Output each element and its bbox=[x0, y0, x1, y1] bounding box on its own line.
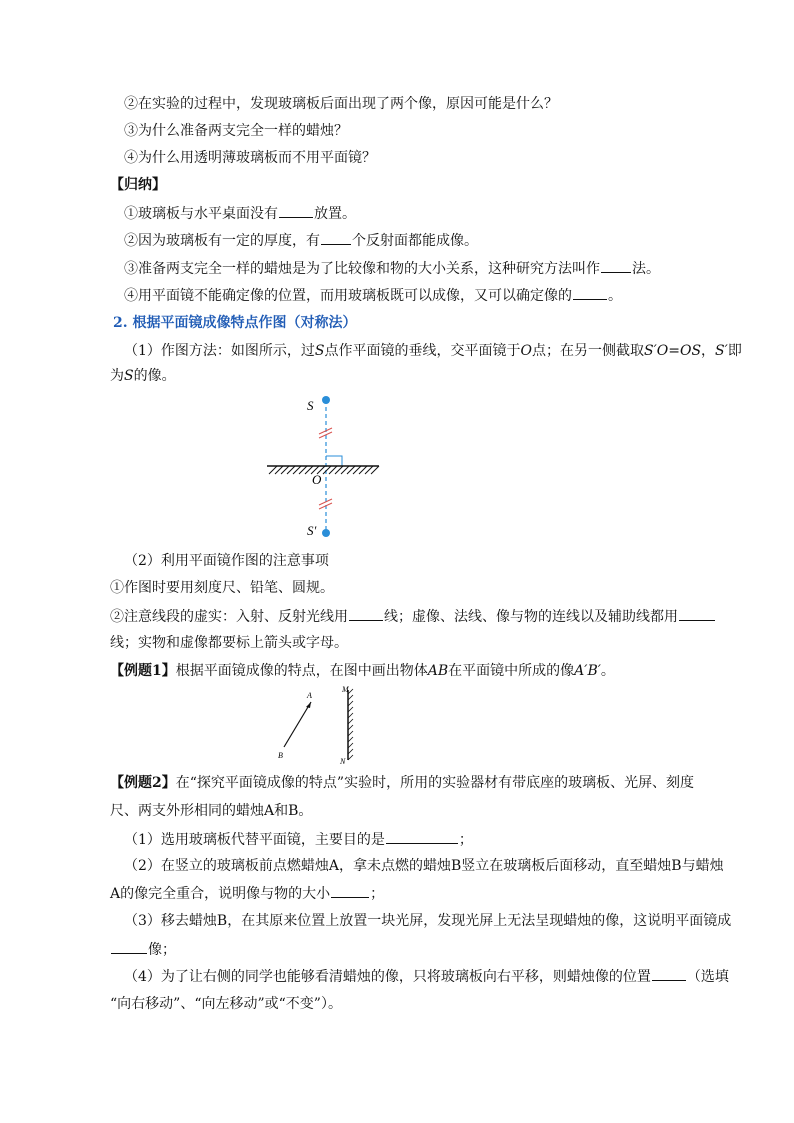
text: （选填 bbox=[686, 969, 729, 985]
text: ； bbox=[370, 886, 385, 902]
label-N: N bbox=[340, 757, 346, 766]
text: 。 bbox=[608, 288, 622, 304]
symmetry-diagram bbox=[255, 392, 390, 542]
question-3: ③为什么准备两支完全一样的蜡烛？ bbox=[124, 123, 348, 139]
text: （1）作图方法：如图所示，过 bbox=[124, 343, 315, 359]
var-O: O bbox=[520, 343, 532, 359]
example-2-q2-line-1: （2）在竖立的玻璃板前点燃蜡烛A，拿未点燃的蜡烛B竖立在玻璃板后面移动，直至蜡烛B与蜡烛 bbox=[124, 858, 724, 874]
text: 法。 bbox=[632, 261, 660, 277]
text: 的像。 bbox=[133, 368, 176, 384]
label-M: M bbox=[342, 685, 349, 694]
text: ①玻璃板与水平桌面没有 bbox=[124, 206, 278, 222]
text: 根据平面镜成像的特点，在图中画出物体 bbox=[175, 663, 428, 679]
text: ， bbox=[701, 343, 716, 359]
method-line-1 bbox=[124, 341, 742, 361]
example-2-line-2: 尺、两支外形相同的蜡烛A和B。 bbox=[110, 803, 313, 819]
blank bbox=[349, 606, 383, 621]
example-2-q3-line-1: （3）移去蜡烛B，在其原来位置上放置一块光屏，发现光屏上无法呈现蜡烛的像，这说明平面镜成 bbox=[124, 913, 732, 929]
text: ③准备两支完全一样的蜡烛是为了比较像和物的大小关系，这种研究方法叫作 bbox=[124, 261, 600, 277]
note-2 bbox=[110, 606, 716, 627]
blank bbox=[111, 939, 147, 954]
example-2-q4-line-2: “向右移动”、“向左移动”或“不变”）。 bbox=[110, 996, 342, 1012]
point-S bbox=[322, 396, 330, 404]
question-4: ④为什么用透明薄玻璃板而不用平面镜？ bbox=[124, 150, 376, 166]
arrow-head bbox=[306, 702, 311, 708]
method-line-2 bbox=[110, 366, 176, 386]
example-1-label: 【例题1】 bbox=[110, 663, 176, 679]
var-S: S bbox=[124, 368, 134, 384]
text: 个反射面都能成像。 bbox=[352, 233, 478, 249]
blank bbox=[652, 966, 686, 981]
example-2-line-1 bbox=[110, 773, 694, 793]
note-3: 线；实物和虚像都要标上箭头或字母。 bbox=[110, 635, 348, 651]
right-angle-mark bbox=[326, 456, 342, 466]
example-2-q2-line-2 bbox=[110, 883, 384, 904]
blank bbox=[601, 258, 631, 273]
question-2: ②在实验的过程中，发现玻璃板后面出现了两个像，原因可能是什么？ bbox=[124, 96, 558, 112]
note-1: ①作图时要用刻度尺、铅笔、圆规。 bbox=[110, 580, 334, 596]
label-B: B bbox=[278, 751, 283, 760]
text: ②因为玻璃板有一定的厚度，有 bbox=[124, 233, 320, 249]
summary-1 bbox=[124, 203, 356, 224]
label-O: O bbox=[312, 472, 322, 487]
text: 在平面镜中所成的像 bbox=[448, 663, 575, 679]
label-A: A bbox=[307, 691, 312, 700]
blank bbox=[321, 230, 351, 245]
var-S-prime: S′ bbox=[715, 343, 728, 359]
example-2-q4-line-1 bbox=[124, 966, 729, 987]
text: ； bbox=[458, 832, 473, 848]
blank bbox=[279, 203, 313, 218]
text: ④用平面镜不能确定像的位置，而用玻璃板既可以成像，又可以确定像的 bbox=[124, 288, 572, 304]
blank bbox=[386, 829, 458, 844]
text: 点；在另一侧截取 bbox=[532, 343, 644, 359]
var-AB: AB bbox=[427, 663, 449, 679]
equation: S′O=OS bbox=[644, 343, 702, 359]
object-arrow-AB bbox=[284, 702, 311, 747]
point-S-prime bbox=[322, 529, 330, 537]
example-2-q3-line-2 bbox=[110, 939, 176, 960]
label-S-prime: S′ bbox=[307, 523, 317, 538]
summary-3 bbox=[124, 258, 660, 279]
var-S: S bbox=[314, 343, 325, 359]
example-2-label: 【例题2】 bbox=[110, 775, 176, 791]
notes-heading: （2）利用平面镜作图的注意事项 bbox=[124, 553, 329, 569]
text: 。 bbox=[600, 663, 615, 679]
text: A的像完全重合，说明像与物的大小 bbox=[110, 886, 331, 902]
mirror-object-diagram bbox=[270, 684, 370, 766]
text: 点作平面镜的垂线，交平面镜于 bbox=[324, 343, 521, 359]
example-1 bbox=[110, 661, 615, 681]
section-2-title: 2. 根据平面镜成像特点作图（对称法） bbox=[113, 315, 357, 331]
blank bbox=[679, 606, 715, 621]
text: 线；虚像、法线、像与物的连线以及辅助线都用 bbox=[384, 609, 678, 625]
text: ②注意线段的虚实：入射、反射光线用 bbox=[110, 609, 348, 625]
blank bbox=[573, 285, 607, 300]
summary-2 bbox=[124, 230, 478, 251]
text: （4）为了让右侧的同学也能够看清蜡烛的像，只将玻璃板向右平移，则蜡烛像的位置 bbox=[124, 969, 651, 985]
summary-heading: 【归纳】 bbox=[110, 177, 166, 193]
text: 为 bbox=[110, 368, 124, 384]
text: 放置。 bbox=[314, 206, 356, 222]
example-2-q1 bbox=[124, 829, 473, 850]
label-S: S bbox=[307, 398, 314, 413]
text: 像； bbox=[148, 942, 176, 958]
text: 即 bbox=[727, 343, 742, 359]
text: 在“探究平面镜成像的特点”实验时，所用的实验器材有带底座的玻璃板、光屏、刻度 bbox=[175, 775, 695, 791]
text: （1）选用玻璃板代替平面镜，主要目的是 bbox=[124, 832, 385, 848]
mirror-hatching bbox=[269, 466, 379, 474]
var-ApBp: A′B′ bbox=[574, 663, 601, 679]
blank bbox=[331, 883, 369, 898]
summary-4 bbox=[124, 285, 622, 306]
